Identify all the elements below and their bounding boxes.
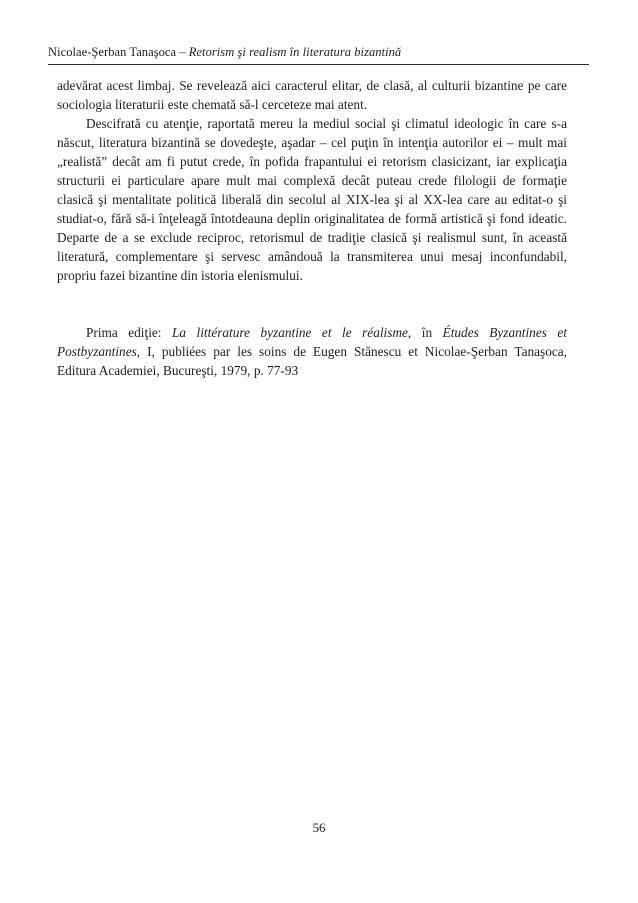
header-author: Nicolae-Şerban Tanaşoca [48,45,177,59]
header-book-title: Retorism şi realism în literatura bizantină [188,45,402,59]
edition-note-lead: Prima ediţie: [86,325,172,340]
running-header [48,44,608,60]
first-edition-note [57,323,567,380]
body-text [57,76,567,285]
paragraph-continuation: adevărat acest limbaj. Se revelează aici caracterul elitar, de clasă, al culturii bizantine pe care sociologia literaturii este chemată să-l cerceteze mai atent. [57,78,567,112]
edition-in-word: , în [407,325,443,340]
edition-journal-title: Études Byzantines et Postbyzantines [57,325,567,359]
page-number: 56 [312,820,326,835]
paragraph-conclusion: Descifrată cu atenţie, raportată mereu la mediul social şi climatul ideologic în care s-a născut, literatura bizantină se dovedeşte, aşadar – cel puţin în intenţia autorilor ei – mult mai „realistă” decât am fi putut crede, în pofida frapantului ei retorism clasicizant, iar explicaţia structurii ei particulare apare mult mai complexă decât puteau crede filologii de formaţie clasică şi mentalitate politică liberală din secolul al XIX-lea şi al XX-lea care au editat-o şi studiat-o, fără să-i înţeleagă întotdeauna deplin originalitatea de formă artistică şi fond ideatic. Departe de a se exclude reciproc, retorismul de tradiţie clasică şi realismul sunt, în această literatură, complementare şi servesc amândouă la transmiterea unui mesaj inconfundabil, propriu fazei bizantine din istoria elenismului. [57,116,567,283]
header-separator: – [176,45,189,59]
header-rule [48,64,589,65]
edition-article-title: La littérature byzantine et le réalisme [172,325,408,340]
edition-details: , I, publiées par les soins de Eugen Stănescu et Nicolae-Şerban Tanaşoca, Editura Academiei, Bucureşti, 1979, p. 77-93 [57,344,567,378]
